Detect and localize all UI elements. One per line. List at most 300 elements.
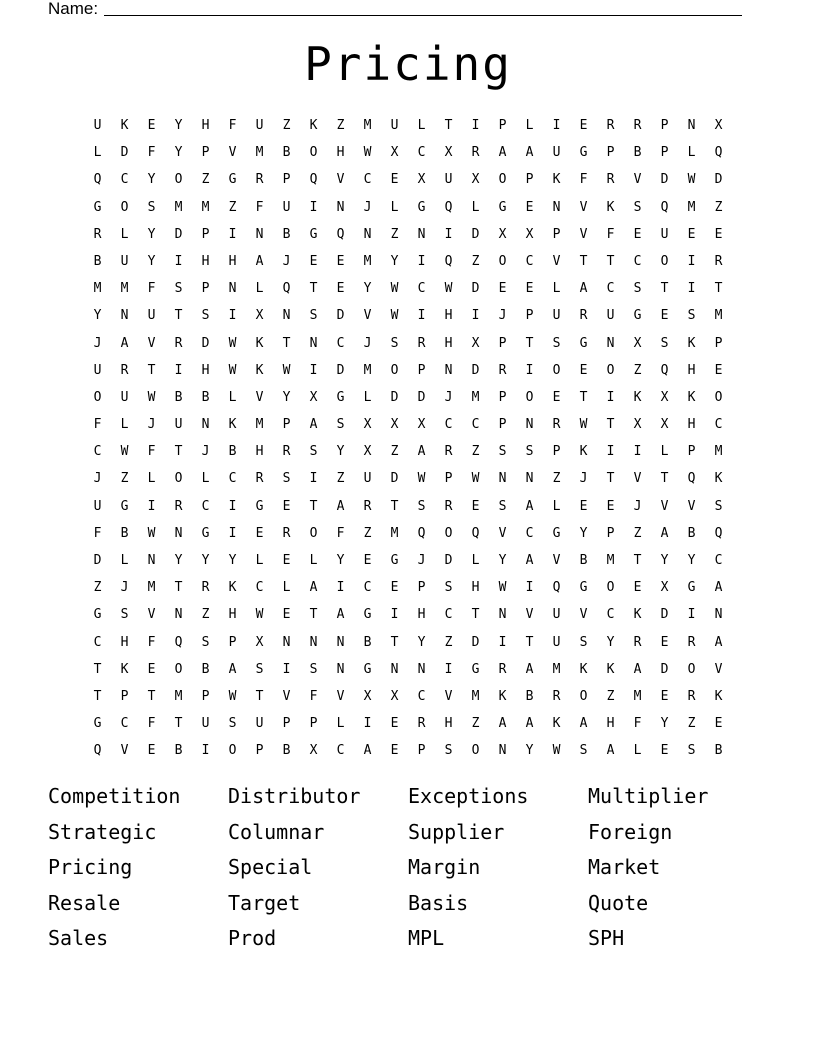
grid-letter[interactable]: O	[687, 661, 696, 677]
grid-letter[interactable]: B	[174, 743, 183, 759]
grid-letter[interactable]: D	[390, 389, 399, 405]
grid-letter[interactable]: I	[687, 253, 696, 269]
grid-letter[interactable]: S	[444, 743, 453, 759]
grid-letter[interactable]: N	[147, 553, 156, 568]
grid-letter[interactable]: E	[606, 498, 615, 514]
grid-letter[interactable]: Y	[498, 553, 507, 568]
grid-letter[interactable]: C	[201, 498, 210, 514]
grid-letter[interactable]: G	[579, 580, 588, 596]
grid-letter[interactable]: I	[228, 525, 237, 541]
grid-letter[interactable]: B	[174, 389, 183, 405]
grid-letter[interactable]: V	[633, 471, 642, 487]
grid-letter[interactable]: Z	[390, 226, 399, 242]
grid-letter[interactable]: U	[552, 308, 561, 324]
grid-letter[interactable]: O	[498, 253, 507, 269]
grid-letter[interactable]: X	[498, 226, 507, 242]
grid-letter[interactable]: G	[336, 389, 345, 405]
grid-letter[interactable]: P	[201, 226, 210, 242]
grid-letter[interactable]: W	[390, 281, 399, 297]
grid-letter[interactable]: I	[363, 716, 372, 732]
grid-letter[interactable]: A	[525, 145, 534, 161]
grid-letter[interactable]: J	[93, 471, 102, 487]
grid-letter[interactable]: D	[336, 362, 345, 378]
grid-letter[interactable]: U	[255, 716, 264, 732]
grid-letter[interactable]: K	[552, 716, 561, 732]
grid-letter[interactable]: C	[417, 281, 426, 297]
grid-letter[interactable]: A	[525, 553, 534, 568]
grid-letter[interactable]: G	[228, 172, 237, 188]
grid-letter[interactable]: C	[120, 716, 129, 732]
grid-letter[interactable]: Y	[174, 553, 183, 568]
grid-letter[interactable]: D	[390, 471, 399, 487]
grid-letter[interactable]: V	[444, 688, 453, 704]
grid-letter[interactable]: H	[471, 580, 480, 596]
grid-letter[interactable]: N	[174, 525, 183, 541]
grid-letter[interactable]: P	[525, 308, 534, 324]
grid-letter[interactable]: C	[93, 444, 102, 460]
grid-letter[interactable]: X	[660, 417, 669, 433]
grid-letter[interactable]: R	[282, 525, 291, 541]
grid-letter[interactable]: Y	[660, 553, 669, 568]
grid-letter[interactable]: D	[660, 607, 669, 623]
grid-letter[interactable]: R	[174, 335, 183, 351]
grid-letter[interactable]: E	[390, 716, 399, 732]
grid-letter[interactable]: G	[687, 580, 696, 596]
grid-letter[interactable]: Z	[93, 580, 102, 596]
grid-letter[interactable]: N	[282, 634, 291, 650]
grid-letter[interactable]: J	[282, 253, 291, 269]
grid-letter[interactable]: R	[363, 498, 372, 514]
grid-letter[interactable]: C	[255, 580, 264, 596]
grid-letter[interactable]: Z	[552, 471, 561, 487]
grid-letter[interactable]: Y	[579, 525, 588, 541]
grid-letter[interactable]: N	[228, 281, 237, 297]
grid-letter[interactable]: H	[444, 335, 453, 351]
grid-letter[interactable]: I	[606, 444, 615, 460]
grid-letter[interactable]: Q	[309, 172, 318, 188]
grid-letter[interactable]: H	[336, 145, 345, 161]
grid-letter[interactable]: A	[525, 716, 534, 732]
grid-letter[interactable]: H	[228, 607, 237, 623]
grid-letter[interactable]: Z	[336, 471, 345, 487]
grid-letter[interactable]: D	[471, 281, 480, 297]
grid-letter[interactable]: T	[633, 553, 642, 568]
grid-letter[interactable]: R	[552, 417, 561, 433]
grid-letter[interactable]: X	[660, 580, 669, 596]
grid-letter[interactable]: C	[525, 253, 534, 269]
grid-letter[interactable]: S	[633, 281, 642, 297]
grid-letter[interactable]: X	[309, 743, 318, 759]
grid-letter[interactable]: P	[687, 444, 696, 460]
grid-letter[interactable]: Z	[201, 172, 210, 188]
grid-letter[interactable]: L	[687, 145, 696, 161]
grid-letter[interactable]: M	[606, 553, 615, 568]
grid-letter[interactable]: U	[444, 172, 453, 188]
grid-letter[interactable]: B	[228, 444, 237, 460]
grid-letter[interactable]: W	[390, 308, 399, 324]
grid-letter[interactable]: V	[552, 253, 561, 269]
grid-letter[interactable]: E	[714, 716, 723, 732]
grid-letter[interactable]: B	[633, 145, 642, 161]
grid-letter[interactable]: S	[579, 743, 588, 759]
grid-letter[interactable]: I	[606, 389, 615, 405]
grid-letter[interactable]: U	[120, 253, 129, 269]
grid-letter[interactable]: D	[174, 226, 183, 242]
grid-letter[interactable]: A	[579, 716, 588, 732]
grid-letter[interactable]: N	[498, 607, 507, 623]
grid-letter[interactable]: G	[579, 145, 588, 161]
grid-letter[interactable]: Z	[336, 118, 345, 133]
grid-letter[interactable]: S	[498, 444, 507, 460]
grid-letter[interactable]: J	[120, 580, 129, 596]
grid-letter[interactable]: K	[255, 362, 264, 378]
grid-letter[interactable]: F	[606, 226, 615, 242]
grid-letter[interactable]: M	[147, 580, 156, 596]
grid-letter[interactable]: N	[120, 308, 129, 324]
grid-letter[interactable]: G	[552, 525, 561, 541]
grid-letter[interactable]: F	[147, 716, 156, 732]
grid-letter[interactable]: I	[687, 607, 696, 623]
grid-letter[interactable]: T	[444, 118, 453, 133]
grid-letter[interactable]: M	[201, 199, 210, 215]
grid-letter[interactable]: K	[687, 389, 696, 405]
grid-letter[interactable]: X	[363, 444, 372, 460]
grid-letter[interactable]: V	[120, 743, 129, 759]
grid-letter[interactable]: N	[309, 335, 318, 351]
grid-letter[interactable]: I	[228, 226, 237, 242]
grid-letter[interactable]: W	[579, 417, 588, 433]
grid-letter[interactable]: A	[498, 716, 507, 732]
grid-letter[interactable]: Y	[147, 253, 156, 269]
grid-letter[interactable]: G	[93, 607, 102, 623]
grid-letter[interactable]: N	[363, 226, 372, 242]
grid-letter[interactable]: A	[417, 444, 426, 460]
grid-letter[interactable]: R	[201, 580, 210, 596]
grid-letter[interactable]: C	[363, 172, 372, 188]
grid-letter[interactable]: M	[471, 389, 480, 405]
grid-letter[interactable]: L	[417, 118, 426, 133]
grid-letter[interactable]: V	[579, 199, 588, 215]
grid-letter[interactable]: N	[444, 362, 453, 378]
grid-letter[interactable]: R	[120, 362, 129, 378]
grid-letter[interactable]: V	[687, 498, 696, 514]
grid-letter[interactable]: I	[471, 308, 480, 324]
grid-letter[interactable]: B	[363, 634, 372, 650]
grid-letter[interactable]: I	[174, 253, 183, 269]
grid-letter[interactable]: X	[444, 145, 453, 161]
grid-letter[interactable]: W	[120, 444, 129, 460]
grid-letter[interactable]: C	[714, 553, 723, 568]
grid-letter[interactable]: U	[660, 226, 669, 242]
grid-letter[interactable]: A	[714, 634, 723, 650]
grid-letter[interactable]: N	[390, 661, 399, 677]
grid-letter[interactable]: K	[633, 607, 642, 623]
grid-letter[interactable]: L	[120, 417, 129, 433]
grid-letter[interactable]: S	[201, 308, 210, 324]
grid-letter[interactable]: F	[93, 417, 102, 433]
grid-letter[interactable]: T	[147, 688, 156, 704]
grid-letter[interactable]: A	[336, 607, 345, 623]
grid-letter[interactable]: X	[525, 226, 534, 242]
grid-letter[interactable]: R	[93, 226, 102, 242]
grid-letter[interactable]: U	[93, 498, 102, 514]
grid-letter[interactable]: P	[444, 471, 453, 487]
grid-letter[interactable]: T	[174, 308, 183, 324]
grid-letter[interactable]: A	[498, 145, 507, 161]
grid-letter[interactable]: P	[498, 335, 507, 351]
grid-letter[interactable]: Y	[282, 389, 291, 405]
grid-letter[interactable]: K	[606, 199, 615, 215]
grid-letter[interactable]: L	[552, 498, 561, 514]
grid-letter[interactable]: P	[714, 335, 723, 351]
grid-letter[interactable]: F	[579, 172, 588, 188]
grid-letter[interactable]: F	[228, 118, 237, 133]
grid-letter[interactable]: P	[525, 172, 534, 188]
grid-letter[interactable]: E	[282, 607, 291, 623]
grid-letter[interactable]: N	[417, 661, 426, 677]
grid-letter[interactable]: F	[633, 716, 642, 732]
grid-letter[interactable]: K	[606, 661, 615, 677]
grid-letter[interactable]: V	[363, 308, 372, 324]
grid-letter[interactable]: N	[282, 308, 291, 324]
grid-letter[interactable]: Z	[201, 607, 210, 623]
grid-letter[interactable]: Y	[147, 172, 156, 188]
grid-letter[interactable]: R	[606, 118, 615, 133]
grid-letter[interactable]: Z	[363, 525, 372, 541]
grid-letter[interactable]: O	[606, 362, 615, 378]
grid-letter[interactable]: O	[579, 688, 588, 704]
grid-letter[interactable]: B	[687, 525, 696, 541]
grid-letter[interactable]: H	[444, 308, 453, 324]
grid-letter[interactable]: S	[309, 308, 318, 324]
grid-letter[interactable]: W	[282, 362, 291, 378]
grid-letter[interactable]: R	[498, 362, 507, 378]
grid-letter[interactable]: M	[363, 253, 372, 269]
grid-letter[interactable]: I	[228, 498, 237, 514]
grid-letter[interactable]: Z	[120, 471, 129, 487]
grid-letter[interactable]: X	[714, 118, 723, 133]
grid-letter[interactable]: I	[417, 253, 426, 269]
grid-letter[interactable]: Y	[363, 281, 372, 297]
grid-letter[interactable]: V	[498, 525, 507, 541]
grid-letter[interactable]: A	[363, 743, 372, 759]
grid-letter[interactable]: G	[120, 498, 129, 514]
grid-letter[interactable]: K	[309, 118, 318, 133]
grid-letter[interactable]: I	[336, 580, 345, 596]
grid-letter[interactable]: G	[498, 199, 507, 215]
grid-letter[interactable]: T	[606, 471, 615, 487]
grid-letter[interactable]: V	[147, 607, 156, 623]
grid-letter[interactable]: O	[228, 743, 237, 759]
grid-letter[interactable]: I	[309, 471, 318, 487]
grid-letter[interactable]: O	[309, 145, 318, 161]
grid-letter[interactable]: I	[498, 634, 507, 650]
grid-letter[interactable]: Q	[336, 226, 345, 242]
grid-letter[interactable]: Q	[282, 281, 291, 297]
grid-letter[interactable]: B	[282, 743, 291, 759]
grid-letter[interactable]: L	[255, 553, 264, 568]
grid-letter[interactable]: E	[147, 743, 156, 759]
grid-letter[interactable]: N	[336, 199, 345, 215]
grid-letter[interactable]: C	[120, 172, 129, 188]
grid-letter[interactable]: I	[552, 118, 561, 133]
grid-letter[interactable]: I	[147, 498, 156, 514]
grid-letter[interactable]: P	[417, 362, 426, 378]
grid-letter[interactable]: R	[687, 688, 696, 704]
grid-letter[interactable]: N	[336, 661, 345, 677]
grid-letter[interactable]: W	[228, 362, 237, 378]
grid-letter[interactable]: M	[363, 118, 372, 133]
grid-letter[interactable]: H	[417, 607, 426, 623]
grid-letter[interactable]: P	[606, 145, 615, 161]
grid-letter[interactable]: P	[498, 389, 507, 405]
grid-letter[interactable]: J	[633, 498, 642, 514]
grid-letter[interactable]: S	[309, 661, 318, 677]
grid-letter[interactable]: T	[390, 634, 399, 650]
grid-letter[interactable]: B	[282, 226, 291, 242]
grid-letter[interactable]: E	[471, 498, 480, 514]
grid-letter[interactable]: I	[309, 362, 318, 378]
grid-letter[interactable]: R	[174, 498, 183, 514]
grid-letter[interactable]: U	[363, 471, 372, 487]
grid-letter[interactable]: O	[309, 525, 318, 541]
grid-letter[interactable]: Z	[687, 716, 696, 732]
grid-letter[interactable]: T	[714, 281, 723, 297]
grid-letter[interactable]: L	[120, 226, 129, 242]
grid-letter[interactable]: Y	[390, 253, 399, 269]
grid-letter[interactable]: S	[390, 335, 399, 351]
grid-letter[interactable]: X	[417, 417, 426, 433]
grid-letter[interactable]: L	[552, 281, 561, 297]
grid-letter[interactable]: E	[390, 172, 399, 188]
grid-letter[interactable]: S	[687, 308, 696, 324]
grid-letter[interactable]: R	[282, 444, 291, 460]
grid-letter[interactable]: G	[201, 525, 210, 541]
grid-letter[interactable]: C	[444, 417, 453, 433]
grid-letter[interactable]: U	[606, 308, 615, 324]
grid-letter[interactable]: O	[552, 362, 561, 378]
grid-letter[interactable]: P	[282, 716, 291, 732]
grid-letter[interactable]: Z	[282, 118, 291, 133]
grid-letter[interactable]: Q	[714, 525, 723, 541]
grid-letter[interactable]: P	[228, 634, 237, 650]
grid-letter[interactable]: L	[120, 553, 129, 568]
grid-letter[interactable]: C	[417, 145, 426, 161]
grid-letter[interactable]: D	[660, 172, 669, 188]
grid-letter[interactable]: R	[444, 444, 453, 460]
grid-letter[interactable]: T	[309, 607, 318, 623]
grid-letter[interactable]: V	[228, 145, 237, 161]
grid-letter[interactable]: Y	[147, 226, 156, 242]
grid-letter[interactable]: W	[228, 688, 237, 704]
grid-letter[interactable]: I	[633, 444, 642, 460]
grid-letter[interactable]: I	[444, 226, 453, 242]
grid-letter[interactable]: T	[282, 335, 291, 351]
grid-letter[interactable]: D	[336, 308, 345, 324]
grid-letter[interactable]: U	[93, 362, 102, 378]
grid-letter[interactable]: H	[687, 417, 696, 433]
grid-letter[interactable]: R	[552, 688, 561, 704]
grid-letter[interactable]: C	[633, 253, 642, 269]
grid-letter[interactable]: B	[282, 145, 291, 161]
grid-letter[interactable]: V	[336, 688, 345, 704]
grid-letter[interactable]: N	[336, 634, 345, 650]
grid-letter[interactable]: T	[390, 498, 399, 514]
grid-letter[interactable]: E	[687, 226, 696, 242]
grid-letter[interactable]: Y	[660, 716, 669, 732]
grid-letter[interactable]: L	[309, 553, 318, 568]
grid-letter[interactable]: S	[309, 444, 318, 460]
grid-letter[interactable]: X	[471, 172, 480, 188]
grid-letter[interactable]: P	[552, 226, 561, 242]
grid-letter[interactable]: I	[471, 118, 480, 133]
grid-letter[interactable]: H	[201, 253, 210, 269]
grid-letter[interactable]: I	[525, 362, 534, 378]
grid-letter[interactable]: P	[309, 716, 318, 732]
grid-letter[interactable]: W	[228, 335, 237, 351]
grid-letter[interactable]: V	[633, 172, 642, 188]
grid-letter[interactable]: C	[444, 607, 453, 623]
grid-letter[interactable]: H	[120, 634, 129, 650]
grid-letter[interactable]: Y	[228, 553, 237, 568]
grid-letter[interactable]: T	[309, 281, 318, 297]
grid-letter[interactable]: F	[147, 634, 156, 650]
grid-letter[interactable]: N	[498, 743, 507, 759]
grid-letter[interactable]: V	[147, 335, 156, 351]
grid-letter[interactable]: V	[525, 607, 534, 623]
grid-letter[interactable]: Q	[93, 172, 102, 188]
grid-letter[interactable]: B	[93, 253, 102, 269]
grid-letter[interactable]: E	[336, 253, 345, 269]
grid-letter[interactable]: P	[498, 417, 507, 433]
grid-letter[interactable]: V	[282, 688, 291, 704]
grid-letter[interactable]: S	[282, 471, 291, 487]
grid-letter[interactable]: E	[552, 389, 561, 405]
grid-letter[interactable]: R	[633, 118, 642, 133]
grid-letter[interactable]: X	[417, 172, 426, 188]
grid-letter[interactable]: K	[714, 471, 723, 487]
grid-letter[interactable]: X	[471, 335, 480, 351]
grid-letter[interactable]: U	[120, 389, 129, 405]
grid-letter[interactable]: Z	[471, 444, 480, 460]
grid-letter[interactable]: D	[120, 145, 129, 161]
grid-letter[interactable]: E	[660, 688, 669, 704]
grid-letter[interactable]: O	[444, 525, 453, 541]
grid-letter[interactable]: C	[714, 417, 723, 433]
grid-letter[interactable]: T	[174, 444, 183, 460]
grid-letter[interactable]: C	[471, 417, 480, 433]
grid-letter[interactable]: J	[201, 444, 210, 460]
grid-letter[interactable]: U	[282, 199, 291, 215]
grid-letter[interactable]: S	[633, 199, 642, 215]
grid-letter[interactable]: G	[417, 199, 426, 215]
grid-letter[interactable]: W	[255, 607, 264, 623]
grid-letter[interactable]: M	[255, 145, 264, 161]
grid-letter[interactable]: F	[147, 281, 156, 297]
grid-letter[interactable]: Z	[471, 716, 480, 732]
grid-letter[interactable]: A	[255, 253, 264, 269]
grid-letter[interactable]: P	[660, 145, 669, 161]
grid-letter[interactable]: E	[660, 634, 669, 650]
grid-letter[interactable]: L	[471, 199, 480, 215]
grid-letter[interactable]: P	[552, 444, 561, 460]
grid-letter[interactable]: E	[282, 553, 291, 568]
grid-letter[interactable]: M	[633, 688, 642, 704]
grid-letter[interactable]: S	[525, 444, 534, 460]
grid-letter[interactable]: S	[255, 661, 264, 677]
grid-letter[interactable]: X	[633, 417, 642, 433]
grid-letter[interactable]: E	[255, 525, 264, 541]
